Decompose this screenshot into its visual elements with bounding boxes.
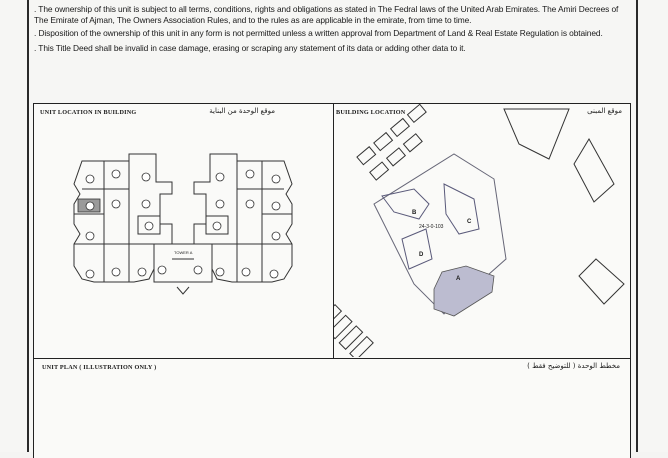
unit-plan-title: UNIT PLAN ( ILLUSTRATION ONLY ) [42,364,157,371]
building-location-title: BUILDING LOCATION [336,109,406,116]
building-location-panel [333,103,631,359]
unit-location-title: UNIT LOCATION IN BUILDING [40,109,137,116]
page-border-left [27,0,29,452]
note-disposition: . Disposition of the ownership of this unit in any form is not permitted unless a written approval from Department of Land & Real Estate Regulation is obtained. [34,27,603,38]
unit-location-panel [33,103,334,359]
tower-floor-plan [34,104,332,357]
tower-label: TOWER A [174,250,193,255]
block-label-c: C [467,219,472,225]
unit-plan-title-ar: مخطط الوحدة ( للتوضيح فقط ) [527,362,620,370]
selected-plot-highlight [434,266,494,316]
block-label-d: D [419,252,424,258]
note-invalid: . This Title Deed shall be invalid in case damage, erasing or scraping any statement of its data or adding other data to it. [34,42,466,53]
page-border-right [636,0,638,452]
note-ownership: . The ownership of this unit is subject to all terms, conditions, rights and obligations as stated in The Fedral laws of the United Arab Emirates. The Amiri Decrees of The Emirate of Ajman, The Owners Association Rules, and to the rules as are applicable in the emirate, from time to time. [34,4,619,26]
unit-plan-panel [33,358,631,458]
building-location-title-ar: موقع المبنى [587,107,622,115]
unit-location-title-ar: موقع الوحدة من البناية [209,107,275,115]
plot-number: 24-3-0-103 [419,224,444,230]
site-location-map [334,104,629,357]
terms-notes [34,4,634,54]
block-label-b: B [412,210,417,216]
block-label-a: A [456,276,461,282]
